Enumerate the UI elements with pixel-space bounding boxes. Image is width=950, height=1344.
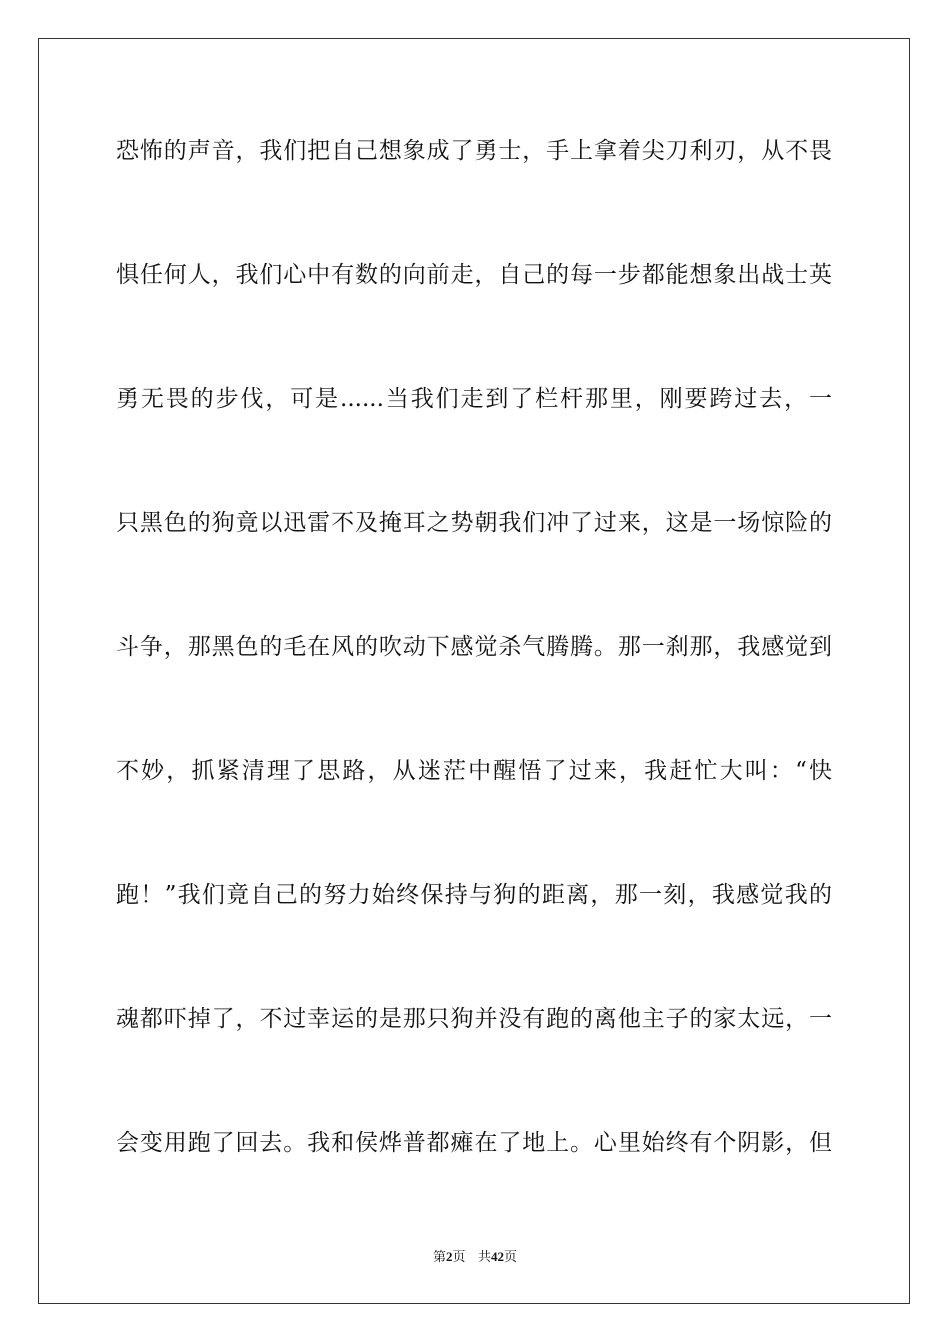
- page-border: [38, 38, 910, 1304]
- text-line-6: 不妙，抓紧清理了思路，从迷茫中醒悟了过来，我赶忙大叫：“快: [116, 758, 832, 784]
- text-line-8: 魂都吓掉了，不过幸运的是那只狗并没有跑的离他主子的家太远，一: [116, 1006, 832, 1032]
- text-line-3: 勇无畏的步伐，可是......当我们走到了栏杆那里，刚要跨过去，一: [116, 386, 832, 412]
- total-suffix: 页: [503, 1250, 517, 1265]
- page-footer: [0, 1248, 950, 1267]
- text-line-7: 跑！”我们竟自己的努力始终保持与狗的距离，那一刻，我感觉我的: [116, 882, 832, 908]
- page-number: 2: [446, 1249, 453, 1264]
- page-suffix: 页: [452, 1250, 466, 1265]
- text-line-9: 会变用跑了回去。我和侯烨普都瘫在了地上。心里始终有个阴影，但: [116, 1130, 832, 1156]
- total-prefix: 共: [477, 1250, 491, 1265]
- total-pages: 42: [490, 1249, 504, 1264]
- page-prefix: 第: [433, 1250, 447, 1265]
- text-line-2: 惧任何人，我们心中有数的向前走，自己的每一步都能想象出战士英: [116, 262, 832, 288]
- text-line-4: 只黑色的狗竟以迅雷不及掩耳之势朝我们冲了过来，这是一场惊险的: [116, 510, 832, 536]
- text-line-1: 恐怖的声音，我们把自己想象成了勇士，手上拿着尖刀利刃，从不畏: [116, 138, 832, 164]
- text-line-5: 斗争，那黑色的毛在风的吹动下感觉杀气腾腾。那一刹那，我感觉到: [116, 634, 832, 660]
